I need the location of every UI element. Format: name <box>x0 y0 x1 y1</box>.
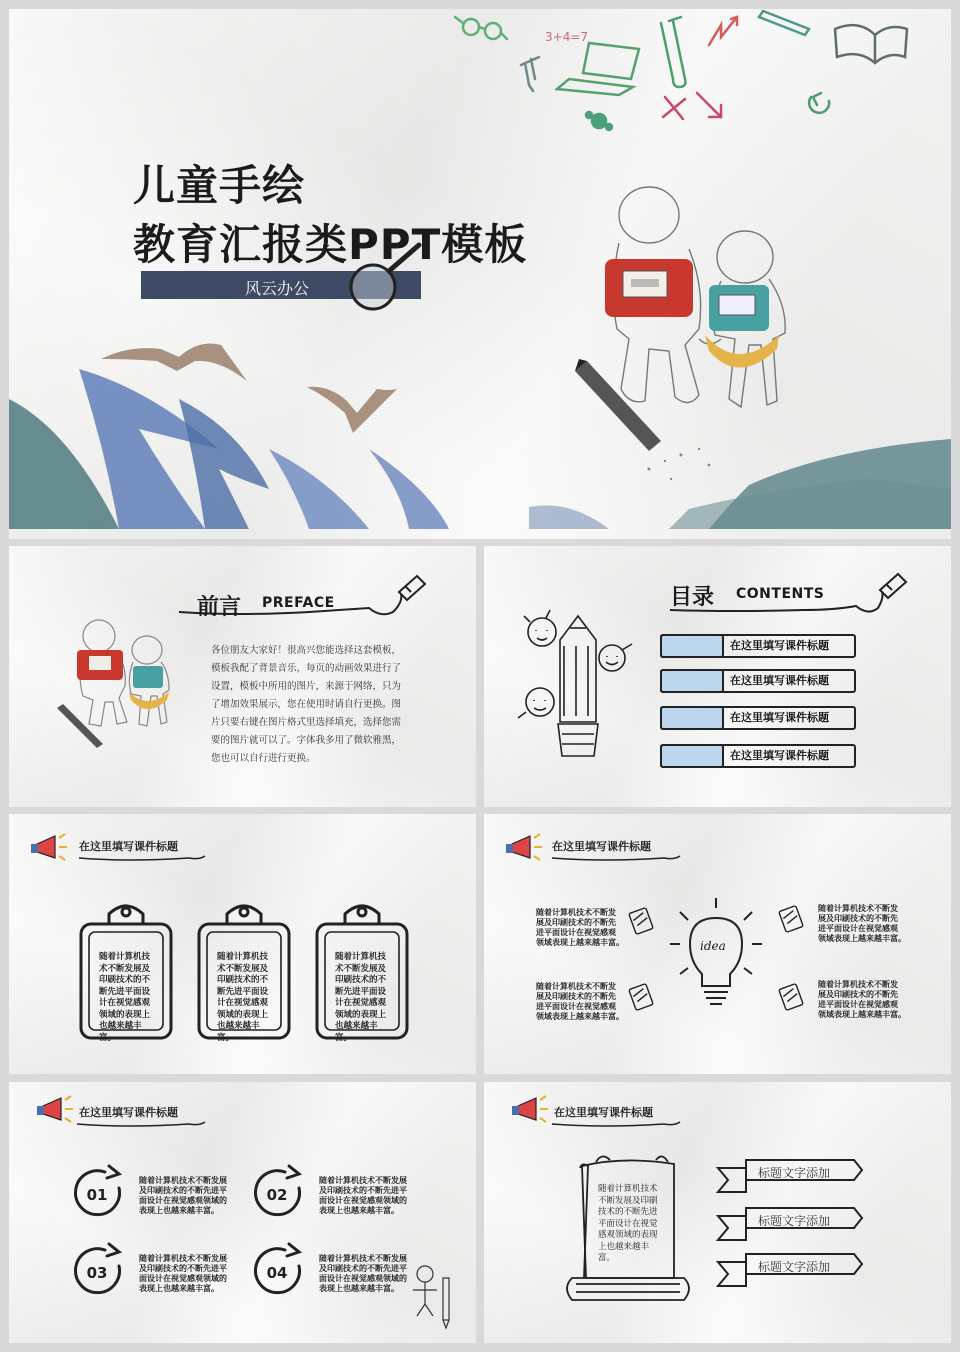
step-number-3: 03 <box>86 1264 108 1282</box>
tag-label-1[interactable]: 标题文字添加 <box>758 1166 831 1180</box>
refresh-icon <box>809 93 829 113</box>
idea-right-2-l2: 进平面设计在视觉感观 <box>818 1000 898 1009</box>
step4-l3: 表现上也越来越丰富。 <box>319 1284 399 1293</box>
down-arrow-icon <box>697 93 721 117</box>
pen-nib-icon <box>880 574 906 598</box>
preface-body-1: 模板我配了背景音乐，每页的动画效果进行了 <box>211 663 402 674</box>
pencil-small <box>57 704 103 748</box>
contents-item-label: 在这里填写课件标题 <box>730 674 829 687</box>
glasses-icon <box>455 17 507 39</box>
contents-item-3[interactable] <box>660 704 856 728</box>
step2-l1: 及印刷技术的不断先进平 <box>319 1186 407 1195</box>
book-icon <box>835 25 907 63</box>
idea-header: 在这里填写课件标题 <box>552 840 651 853</box>
idea-right-1-l3: 领域表现上越来越丰富。 <box>818 934 906 943</box>
step1-l2: 面设计在视觉感观领域的 <box>139 1196 227 1205</box>
clipboard-text-3: 随着计算机技术不断发展及印刷技术的不断先进平面设计在视觉感观领域的表现上也越来越丰富。 <box>335 952 387 1043</box>
kid-pencil-doodle <box>413 1266 449 1328</box>
preface-slide[interactable] <box>9 546 476 807</box>
splash-icon <box>586 112 612 130</box>
clipboard-text-1: 随着计算机技术不断发展及印刷技术的不断先进平面设计在视觉感观领域的表现上也越来越丰富。 <box>99 952 151 1043</box>
idea-right-1-l1: 展及印刷技术的不断先 <box>818 914 898 923</box>
clipboard-text-2: 随着计算机技术不断发展及印刷技术的不断先进平面设计在视觉感观领域的表现上也越来越丰富。 <box>217 952 269 1043</box>
step4-l0: 随着计算机技术不断发展 <box>319 1254 407 1263</box>
step4-l1: 及印刷技术的不断先进平 <box>319 1264 407 1273</box>
contents-item-4[interactable] <box>660 742 856 766</box>
red-sharpener-backpack <box>605 259 693 317</box>
idea-word: idea <box>700 939 726 953</box>
contents-item-2[interactable] <box>660 667 856 691</box>
pushpin-icon <box>521 57 539 91</box>
cover-subtitle: 风云办公 <box>245 279 310 298</box>
idea-right-1-l0: 随着计算机技术不断发 <box>818 904 898 913</box>
pencil-icon <box>575 359 661 451</box>
contents-item-label: 在这里填写课件标题 <box>730 711 829 724</box>
preface-body-3: 了增加效果展示，您在使用时请自行更换。图 <box>211 699 402 710</box>
zigzag-arrow-icon <box>709 17 737 45</box>
step2-l2: 面设计在视觉感观领域的 <box>319 1196 407 1205</box>
cover-slide[interactable] <box>9 9 951 539</box>
step1-l3: 表现上也越来越丰富。 <box>139 1206 219 1215</box>
teal-sharpener-backpack <box>705 285 779 368</box>
idea-left-2-l0: 随着计算机技术不断发 <box>536 982 616 991</box>
step3-l1: 及印刷技术的不断先进平 <box>139 1264 227 1273</box>
cover-title-line2: 教育汇报类PPT模板 <box>133 220 528 269</box>
step1-l1: 及印刷技术的不断先进平 <box>139 1186 227 1195</box>
preface-title: 前言 <box>197 595 242 620</box>
idea-right-2-l1: 展及印刷技术的不断先 <box>818 990 898 999</box>
plus-icon <box>663 97 685 119</box>
preface-body-0: 各位朋友大家好！很高兴您能选择这套模板， <box>211 645 402 656</box>
idea-right-1-l2: 进平面设计在视觉感观 <box>818 924 898 933</box>
scroll-decor <box>484 1082 951 1343</box>
step-number-2: 02 <box>266 1186 288 1204</box>
contents-title: 目录 <box>670 585 715 610</box>
megaphone-icon <box>512 1096 548 1122</box>
numbered-slide[interactable] <box>9 1082 476 1343</box>
pencil-kids-doodle <box>518 610 632 756</box>
preface-body-6: 您也可以自行进行更换。 <box>211 753 316 764</box>
teal-backpack <box>133 666 163 688</box>
step2-l3: 表现上也越来越丰富。 <box>319 1206 399 1215</box>
idea-slide[interactable] <box>484 814 951 1074</box>
contents-title-en: CONTENTS <box>736 586 825 602</box>
idea-left-1-l1: 展及印刷技术的不断先 <box>536 918 616 927</box>
laptop-icon <box>557 43 639 95</box>
clipboards-header: 在这里填写课件标题 <box>79 840 178 853</box>
megaphone-icon <box>506 834 542 860</box>
clipboards-slide[interactable] <box>9 814 476 1074</box>
step-number-1: 01 <box>86 1186 108 1204</box>
idea-left-1-l2: 进平面设计在视觉感观 <box>536 928 616 937</box>
step4-l2: 面设计在视觉感观领域的 <box>319 1274 407 1283</box>
preface-body-4: 片只要右键在图片格式里选择填充，选择您需 <box>211 717 402 728</box>
bird-right <box>307 387 397 433</box>
preface-title-en: PREFACE <box>262 595 335 611</box>
idea-left-2-l3: 领域表现上越来越丰富。 <box>536 1012 624 1021</box>
tag-label-2[interactable]: 标题文字添加 <box>758 1214 831 1228</box>
contents-item-1[interactable] <box>660 632 856 656</box>
step1-l0: 随着计算机技术不断发展 <box>139 1176 227 1185</box>
cover-doodles <box>9 9 951 539</box>
idea-right-2-l3: 领域表现上越来越丰富。 <box>818 1010 906 1019</box>
step2-l0: 随着计算机技术不断发展 <box>319 1176 407 1185</box>
idea-left-2-l1: 展及印刷技术的不断先 <box>536 992 616 1001</box>
idea-left-1-l0: 随着计算机技术不断发 <box>536 908 616 917</box>
brush-strokes <box>9 369 951 529</box>
contents-slide[interactable] <box>484 546 951 807</box>
step3-l2: 面设计在视觉感观领域的 <box>139 1274 227 1283</box>
pencil-doodle-icon <box>759 11 809 35</box>
megaphone-icon <box>37 1096 73 1122</box>
cover-title-line1: 儿童手绘 <box>133 161 306 210</box>
step3-l0: 随着计算机技术不断发展 <box>139 1254 227 1263</box>
contents-item-label: 在这里填写课件标题 <box>730 639 829 652</box>
checklist-icon <box>629 906 803 1011</box>
math-doodle: 3+4=7 <box>545 30 589 44</box>
megaphone-icon <box>31 834 67 860</box>
idea-left-1-l3: 领域表现上越来越丰富。 <box>536 938 624 947</box>
tag-label-3[interactable]: 标题文字添加 <box>758 1260 831 1274</box>
scroll-header: 在这里填写课件标题 <box>554 1106 653 1119</box>
preface-body-2: 设置，模板中所用的图片，来源于网络，只为 <box>211 681 402 692</box>
numbered-header: 在这里填写课件标题 <box>79 1106 178 1119</box>
scroll-slide[interactable] <box>484 1082 951 1343</box>
idea-left-2-l2: 进平面设计在视觉感观 <box>536 1002 616 1011</box>
step3-l3: 表现上也越来越丰富。 <box>139 1284 219 1293</box>
contents-item-label: 在这里填写课件标题 <box>730 749 829 762</box>
idea-right-2-l0: 随着计算机技术不断发 <box>818 980 898 989</box>
preface-body-5: 要的图片就可以了。字体我多用了微软雅黑， <box>211 735 402 746</box>
scroll-body: 随着计算机技术不断发展及印刷技术的不断先进平面设计在视觉感观领域的表现上也越来越丰富。 <box>598 1184 658 1263</box>
bird-left <box>101 344 247 382</box>
test-tube-icon <box>661 17 685 87</box>
pen-nib-icon <box>399 576 425 600</box>
step-number-4: 04 <box>266 1264 288 1282</box>
